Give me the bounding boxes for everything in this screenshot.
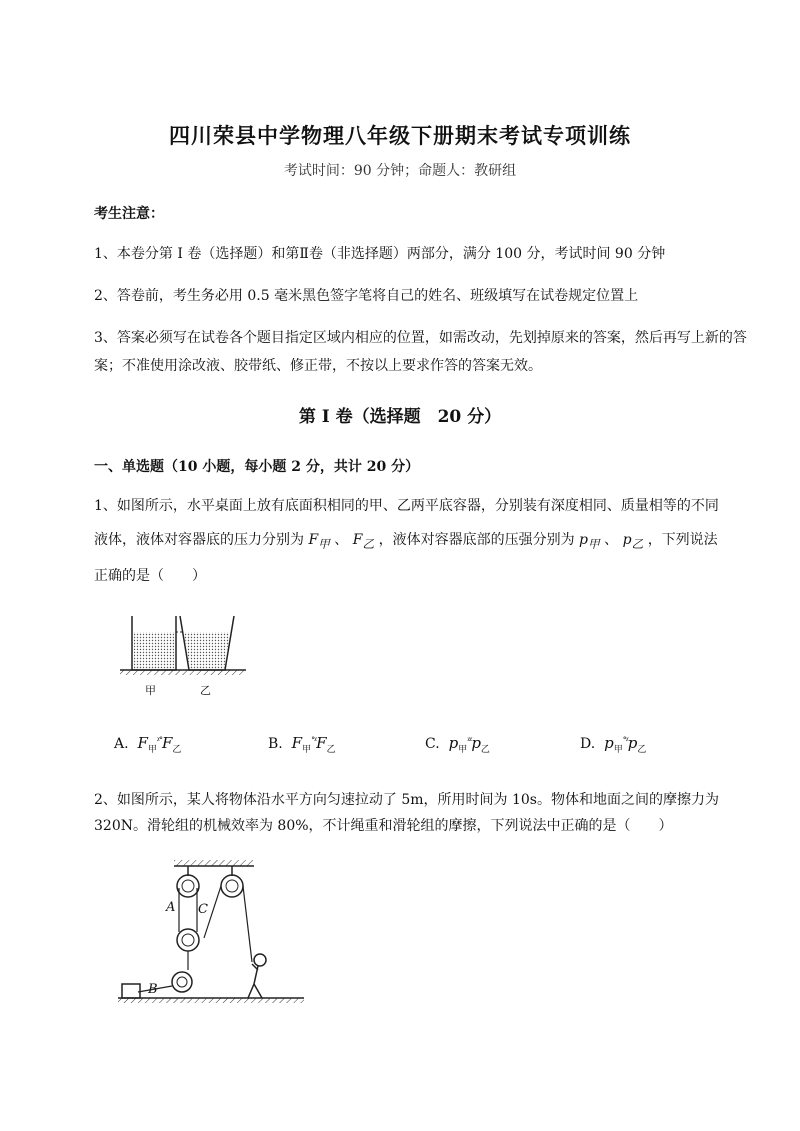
- q2-label-b: B: [148, 982, 158, 997]
- q1-figure-label-yi: 乙: [200, 684, 211, 697]
- q1-text-a: 液体，液体对容器底的压力分别为: [94, 532, 304, 548]
- notice-item-1: 1、本卷分第 I 卷（选择题）和第Ⅱ卷（非选择题）两部分，满分 100 分，考试时间 90 分钟: [94, 246, 666, 262]
- option-c[interactable]: C. $p_甲^{ᵡᵡ}p_乙$: [425, 734, 490, 755]
- q1-pressure-jia: $p_甲$: [579, 532, 600, 551]
- notice-item-2: 2、答卷前，考生务必用 0.5 毫米黑色签字笔将自己的姓名、班级填写在试卷规定位置上: [94, 288, 639, 304]
- q2-label-a: A: [166, 900, 176, 915]
- section-title: 第 I 卷（选择题 20 分）: [298, 407, 502, 427]
- exam-info: 考试时间：90 分钟；命题人：教研组: [283, 163, 517, 179]
- option-d[interactable]: D. $p_甲^{^\circ ᵡ}p_乙$: [580, 734, 647, 755]
- question-2-line-2: 320N。滑轮组的机械效率为 80%，不计绳重和滑轮组的摩擦，下列说法中正确的是（ ）: [94, 818, 673, 834]
- object-block: [122, 984, 140, 998]
- q1-figure-label-jia: 甲: [145, 684, 156, 697]
- fixed-pulley-right: [221, 875, 243, 897]
- q1-text-b: ，液体对容器底部的压强分别为: [378, 532, 575, 548]
- option-a[interactable]: A. $F_甲^{ᵡ^\circ}F_乙$: [114, 734, 182, 755]
- q2-pulley-figure: [112, 852, 312, 1012]
- question-1-line-3: 正确的是（ ）: [94, 568, 206, 584]
- person-body: [248, 964, 262, 998]
- question-1-line-2: [94, 526, 754, 558]
- q1-pressure-yi: $p_乙$: [622, 532, 644, 551]
- q2-label-c: C: [198, 902, 208, 917]
- option-b[interactable]: B. $F_甲^{^\circ ᵡ}F_乙$: [268, 734, 336, 755]
- page-title: 四川荣县中学物理八年级下册期末考试专项训练: [169, 123, 631, 148]
- q1-force-jia: $F_甲$: [308, 532, 330, 551]
- notice-heading: 考生注意：: [94, 206, 164, 222]
- q1-text-c: ，下列说法: [647, 532, 718, 548]
- q1-force-yi: $F_乙$: [352, 532, 375, 551]
- part-title: 一、单选题（10 小题，每小题 2 分，共计 20 分）: [94, 459, 420, 475]
- liquid-jia: [134, 632, 174, 670]
- ceiling: [174, 860, 254, 866]
- pulley-lower: [172, 972, 192, 992]
- liquid-yi: [184, 632, 230, 670]
- moving-pulley-middle: [177, 929, 199, 951]
- person-head: [254, 954, 266, 966]
- q1-containers-figure: [118, 612, 248, 698]
- question-2-line-1: 2、如图所示，某人将物体沿水平方向匀速拉动了 5m，所用时间为 10s。物体和地面之间的摩擦力为: [94, 792, 719, 808]
- question-1-line-1: 1、如图所示，水平桌面上放有底面积相同的甲、乙两平底容器，分别装有深度相同、质量相等的不同: [94, 498, 719, 514]
- q1-sep-2: 、: [604, 532, 619, 548]
- q1-sep-1: 、: [334, 532, 349, 548]
- notice-item-3: 3、答案必须写在试卷各个题目指定区域内相应的位置，如需改动，先划掉原来的答案，然后再写上新的答案；不准使用涂改液、胶带纸、修正带，不按以上要求作答的答案无效。: [94, 330, 747, 374]
- fixed-pulley-left: [177, 875, 199, 897]
